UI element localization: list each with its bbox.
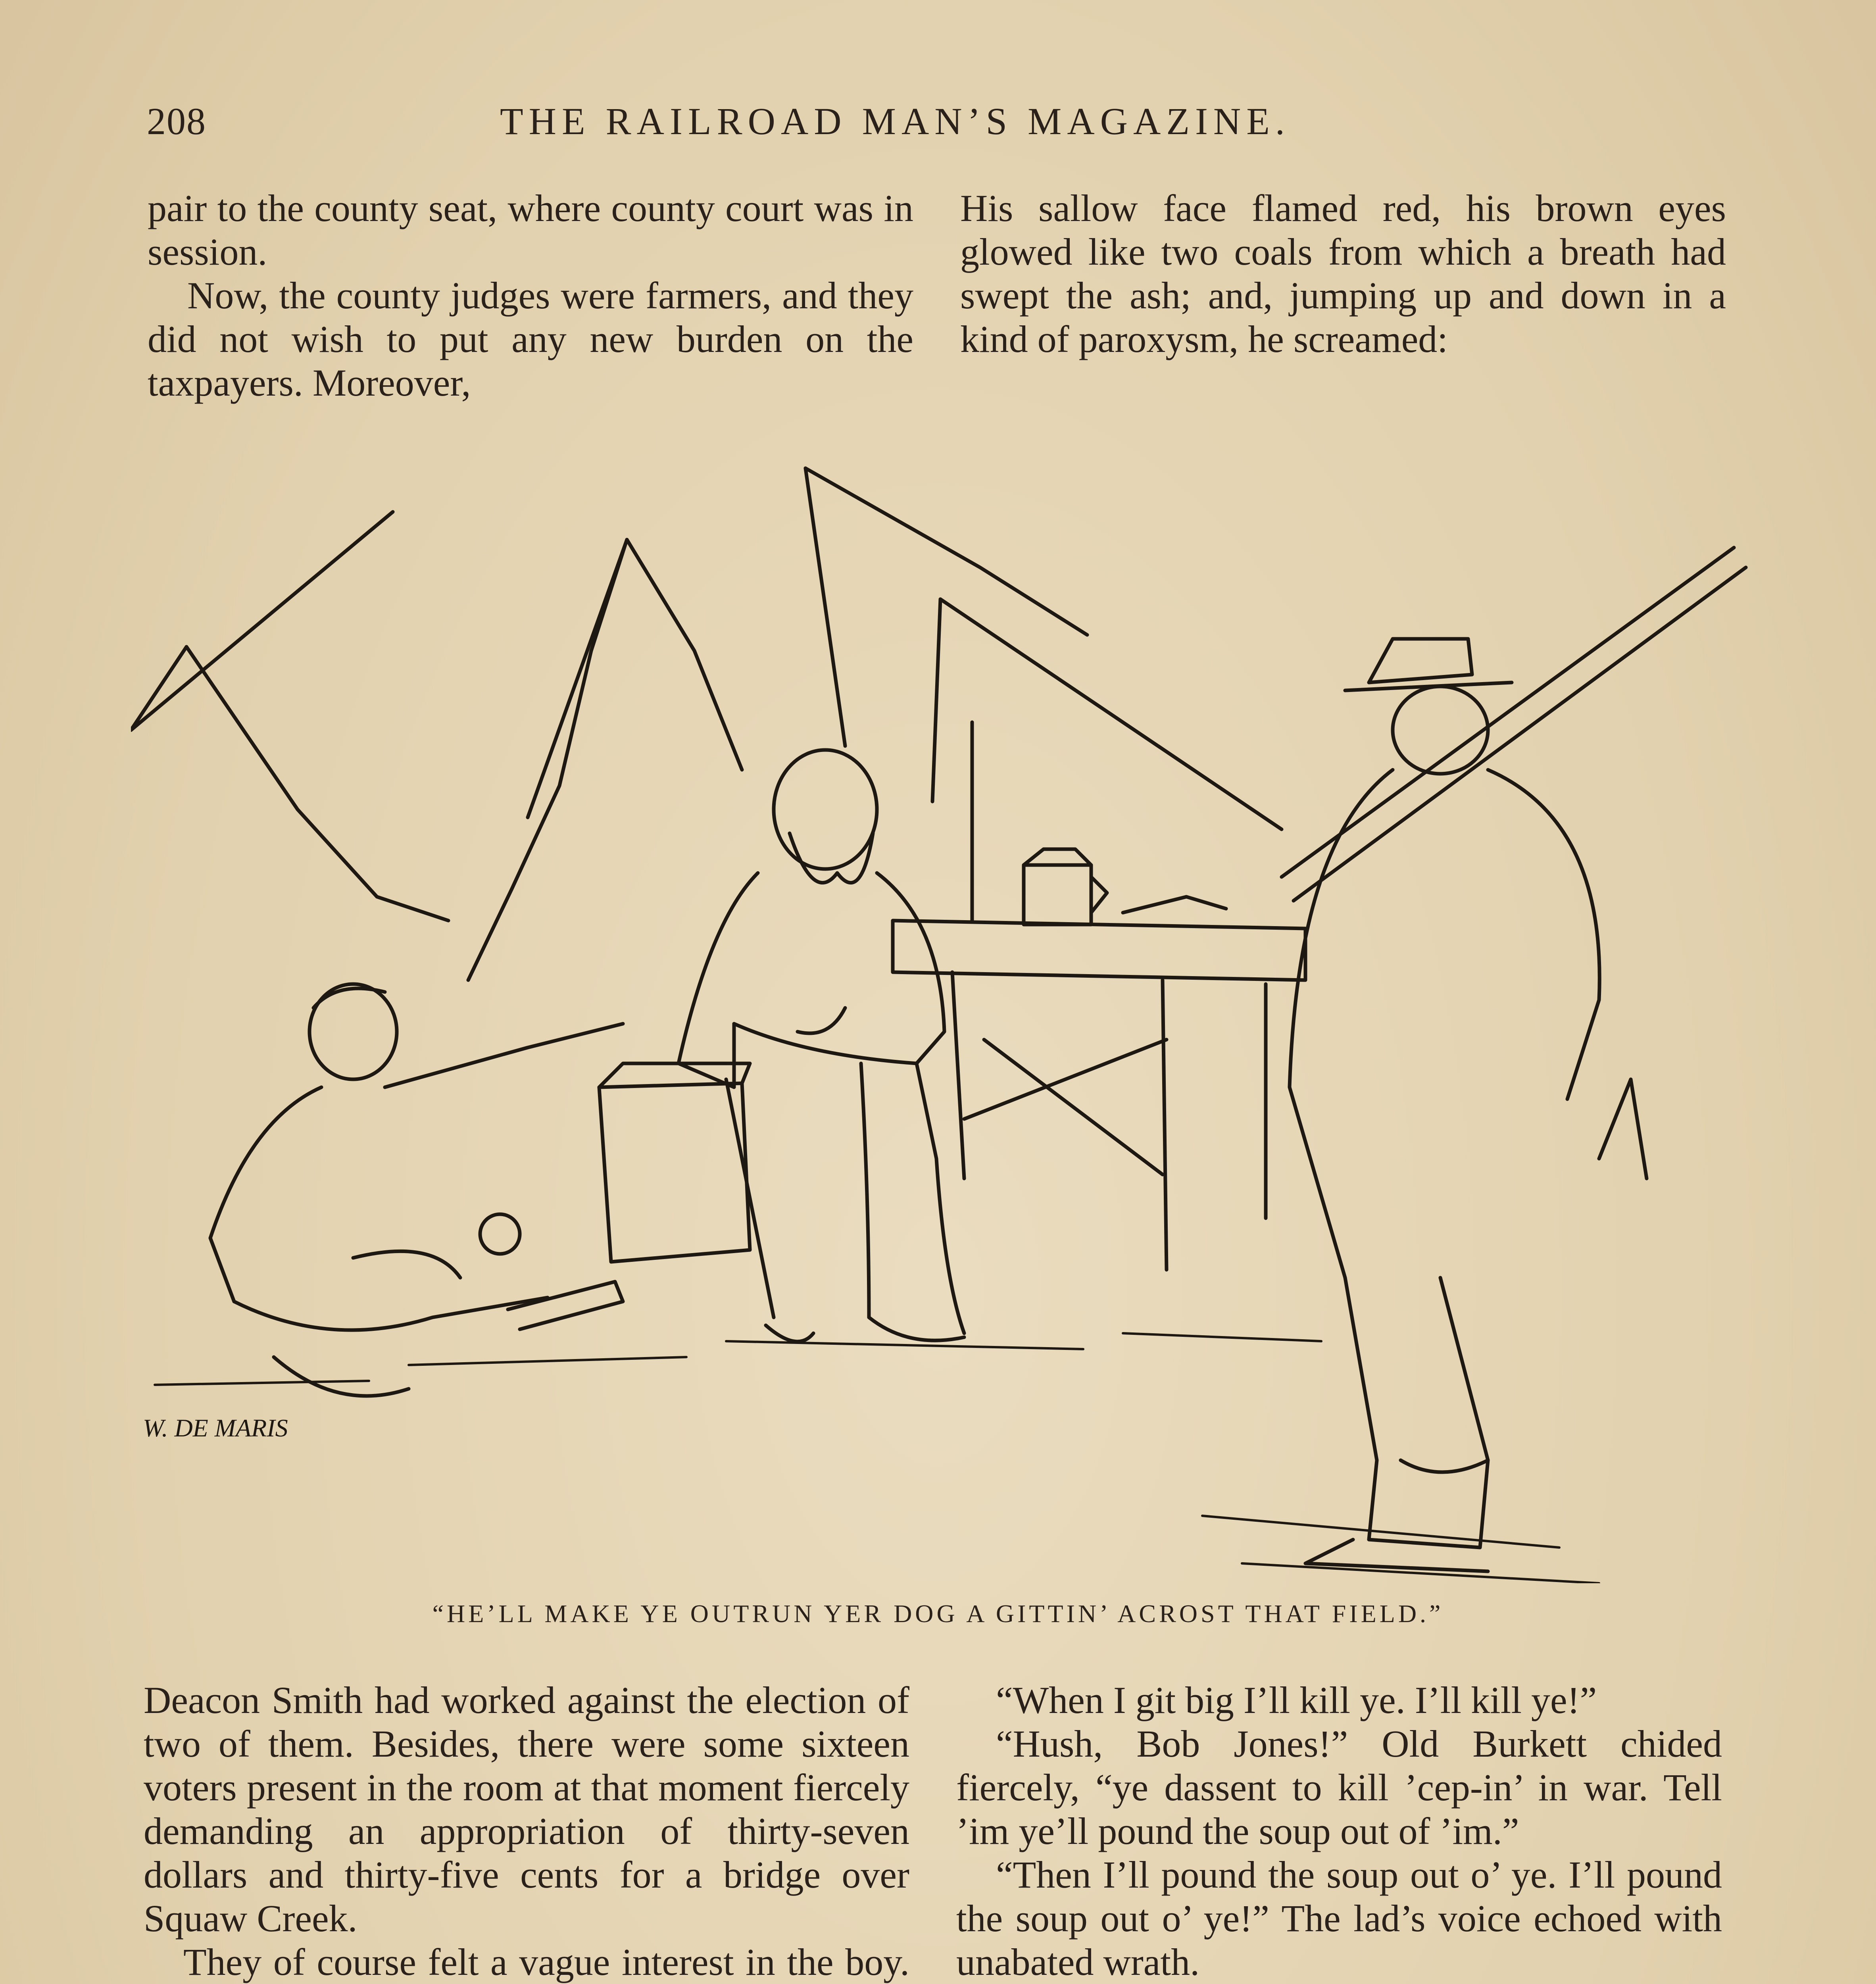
tent-right — [805, 468, 1282, 921]
top-left-column — [148, 186, 913, 405]
bottom-left-column — [144, 1678, 909, 1984]
paragraph: “Then I’ll pound the soup out o’ ye. I’ll pound the soup out o’ ye!” The lad’s voice echoed with unabated wrath. — [956, 1853, 1722, 1983]
boy — [210, 984, 623, 1396]
running-header: THE RAILROAD MAN’S MAGAZINE. — [500, 100, 1290, 142]
top-right-column — [960, 186, 1726, 361]
ground — [155, 1333, 1599, 1583]
bottom-right-column — [956, 1678, 1722, 1984]
paragraph: Deacon Smith had worked against the election of two of them. Besides, there were some sixteen voters present in the room at that moment fiercely demanding an appropriation of thirty-seven dollars and thirty-five cents for a bridge over Squaw Creek. — [144, 1679, 909, 1940]
artist-signature: W. DE MARIS — [143, 1414, 288, 1442]
paragraph: They of course felt a vague interest in the boy. — [183, 1941, 909, 1983]
page-number: 208 — [147, 100, 206, 142]
paragraph: “When I git big I’ll kill ye. I’ll kill ye!” — [996, 1679, 1597, 1721]
paragraph: Now, the county judges were farmers, and they did not wish to put any new burden on the taxpayers. Moreover, — [148, 274, 913, 404]
paragraph: “Hush, Bob Jones!” Old Burkett chided fiercely, “ye dassent to kill ’cep-in’ in war. Tell ’im ye’ll pound the soup out of ’im.” — [956, 1723, 1722, 1852]
paragraph: His sallow face flamed red, his brown eyes glowed like two coals from which a breath had swept the ash; and, jumping up and down in a kind of paroxysm, he screamed: — [960, 187, 1726, 360]
paragraph: pair to the county seat, where county court was in session. — [148, 187, 913, 273]
illustration — [131, 444, 1750, 1583]
table — [893, 849, 1305, 1270]
tent-left — [131, 512, 742, 980]
hunter — [1282, 548, 1746, 1571]
illustration-caption: “HE’LL MAKE YE OUTRUN YER DOG A GITTIN’ ACROST THAT FIELD.” — [432, 1600, 1444, 1628]
